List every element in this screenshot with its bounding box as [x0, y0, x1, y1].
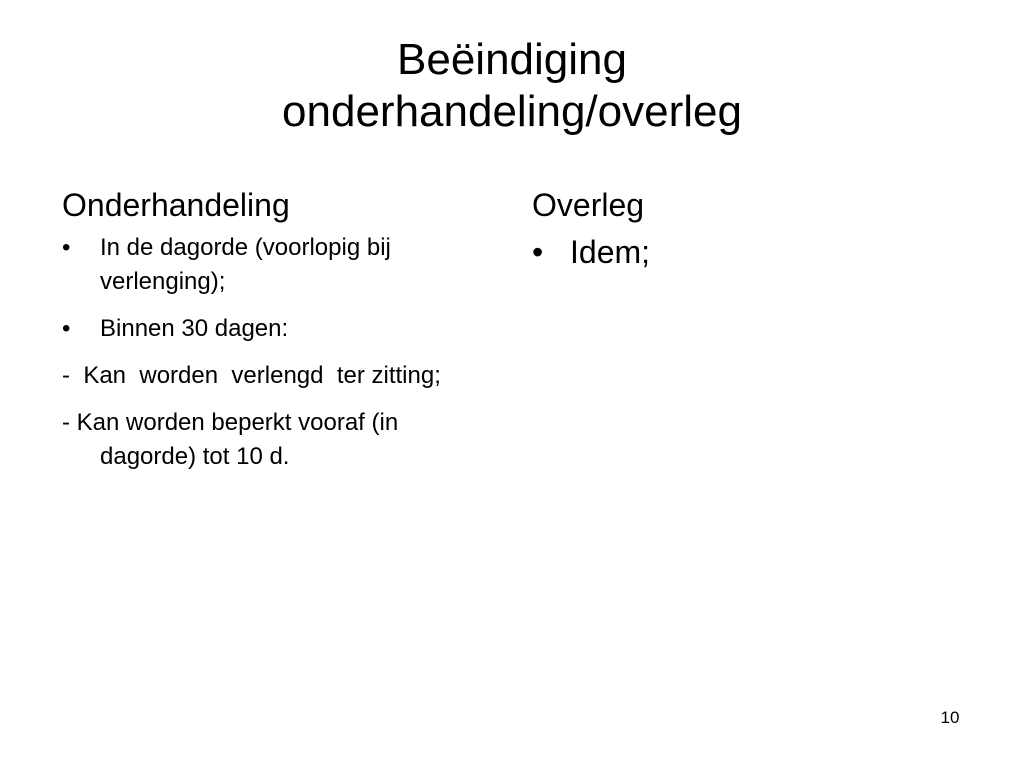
list-item-text: In de dagorde (voorlopig bij verlenging); [100, 234, 391, 295]
left-column [62, 183, 494, 487]
list-item [62, 312, 494, 346]
list-item-text: - Kan worden beperkt vooraf (in dagorde) tot 10 d. [62, 409, 399, 470]
slide-title-line-2: onderhandeling/overleg [282, 87, 742, 136]
bullet-marker: • [532, 234, 544, 270]
slide-title [80, 34, 944, 138]
list-item [62, 359, 494, 393]
list-item [532, 231, 952, 273]
list-item [62, 406, 494, 474]
page-number: 10 [940, 708, 960, 727]
list-item-text: Binnen 30 dagen: [100, 315, 289, 342]
right-column [532, 183, 952, 273]
bullet-marker: • [62, 234, 71, 261]
list-item-text: Idem; [570, 234, 651, 270]
slide-title-line-1: Beëindiging [397, 35, 627, 84]
bullet-marker: • [62, 315, 71, 342]
left-column-heading: Onderhandeling [62, 187, 290, 223]
right-column-heading: Overleg [532, 187, 645, 223]
list-item [62, 231, 494, 299]
list-item-text: - Kan worden verlengd ter zitting; [62, 362, 441, 389]
